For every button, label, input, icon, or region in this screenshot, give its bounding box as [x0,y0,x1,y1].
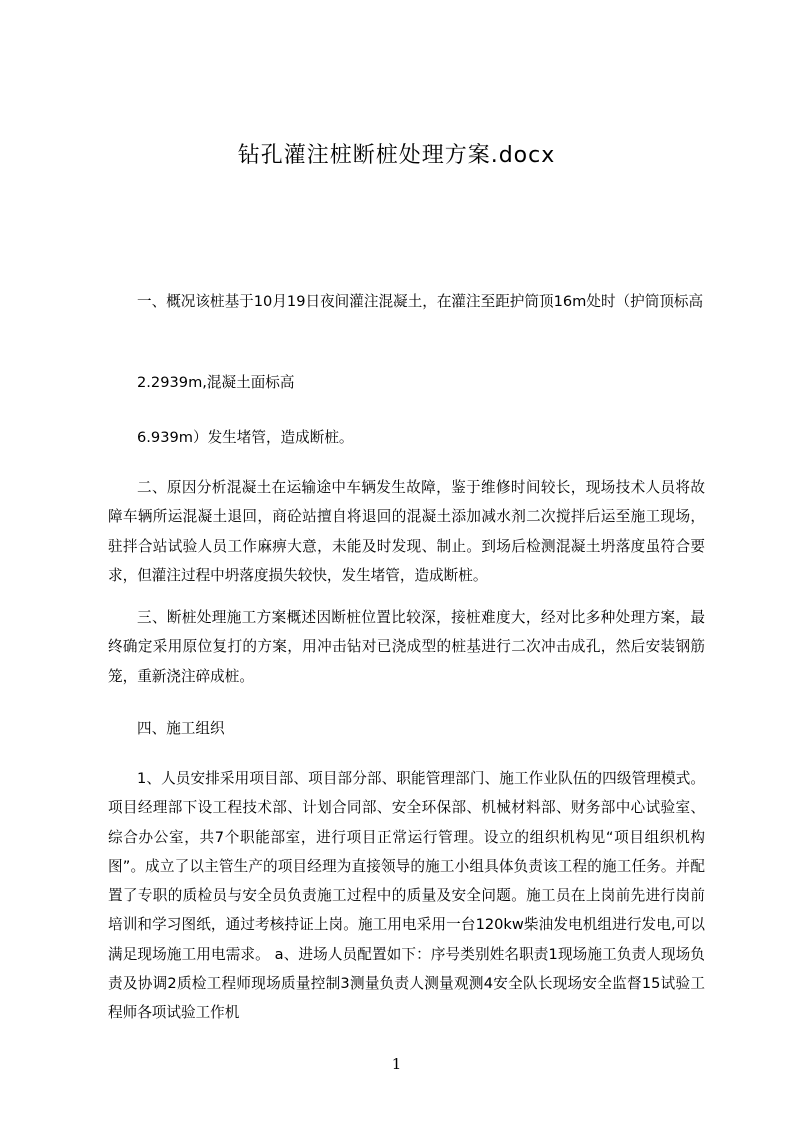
paragraph-overview: 一、概况该桩基于10月19日夜间灌注混凝土，在灌注至距护筒顶16m处时（护筒顶标高 [137,293,704,310]
page-number: 1 [391,1055,402,1073]
paragraph-elevation-2: 6.939m）发生堵管，造成断桩。 [137,429,354,446]
paragraph-cause-analysis: 二、原因分析混凝土在运输途中车辆发生故障，鉴于维修时间较长，现场技术人员将故障车辆所运混凝土退回，商砼站擅自将退回的混凝土添加减水剂二次搅拌后运至施工现场，驻拌合站试验人员工作麻痹大意，未能及时发现、制止。到场后检测混凝土坍落度虽符合要求，但灌注过程中坍落度损失较快，发生堵管，造成断桩。 [108,479,705,584]
paragraph-personnel-arrangement: 1、人员安排采用项目部、项目部分部、职能管理部门、施工作业队伍的四级管理模式。项目经理部下设工程技术部、计划合同部、安全环保部、机械材料部、财务部中心试验室、综合办公室，共7个职能部室，进行项目正常运行管理。设立的组织机构见“项目组织机构图”。成立了以主管生产的项目经理为直接领导的施工小组具体负责该工程的施工任务。并配置了专职的质检员与安全员负责施工过程中的质量及安全问题。施工员在上岗前先进行岗前培训和学习图纸，通过考核持证上岗。施工用电采用一台120kw柴油发电机组进行发电,可以满足现场施工用电需求。 a、进场人员配置如下：序号类别姓名职责1现场施工负责人现场负责及协调2质检工程师现场质量控制3测量负责人测量观测4安全队长现场安全监督15试验工程师各项试验工作机 [108,770,705,1022]
document-title: 钻孔灌注桩断桩处理方案.docx [237,143,556,168]
section-heading-construction-organization: 四、施工组织 [137,720,225,737]
paragraph-elevation-1: 2.2939m,混凝土面标高 [137,374,295,391]
paragraph-treatment-plan: 三、断桩处理施工方案概述因断桩位置比较深，接桩难度大，经对比多种处理方案，最终确定采用原位复打的方案，用冲击钻对已浇成型的桩基进行二次冲击成孔，然后安装钢筋笼，重新浇注碎成桩。 [108,609,705,685]
